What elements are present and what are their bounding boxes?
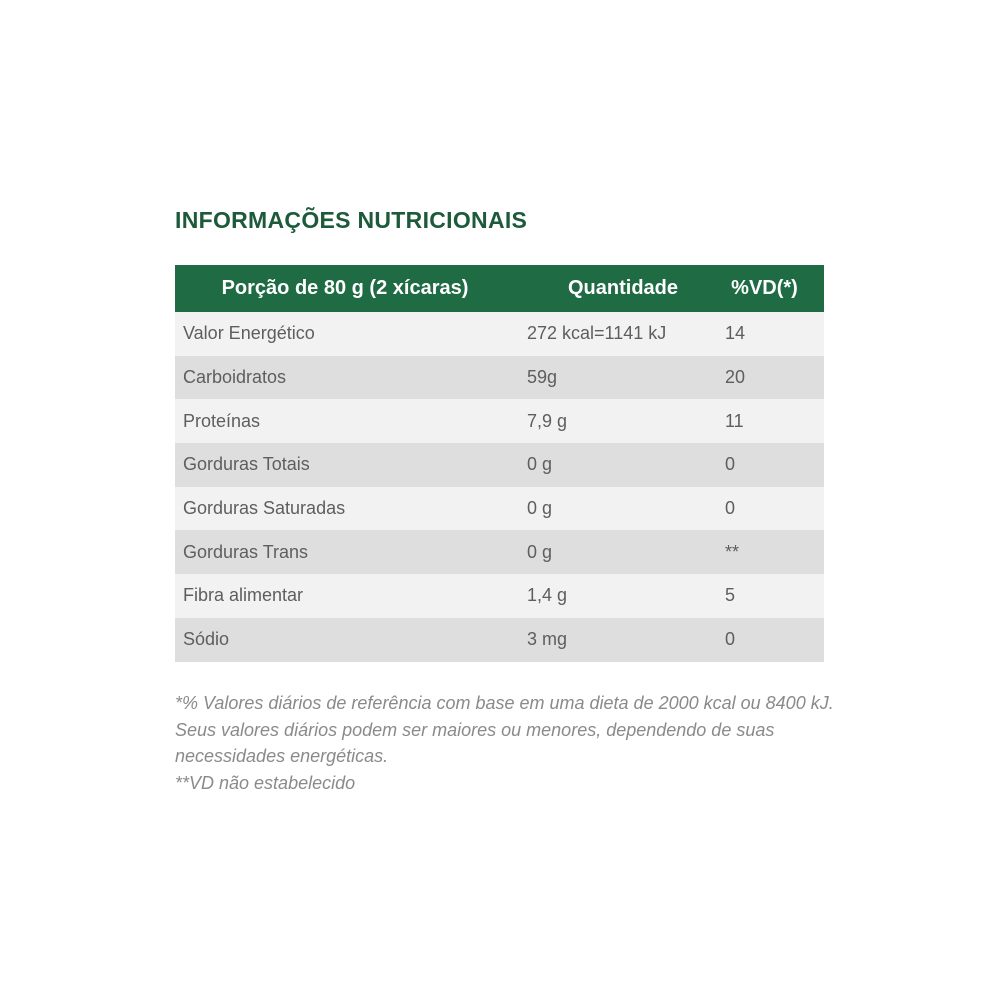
header-quantity: Quantidade (567, 277, 678, 299)
nutrient-name: Proteínas (183, 410, 261, 431)
nutrient-name: Sódio (183, 629, 230, 650)
nutrient-quantity: 0 g (527, 454, 553, 475)
nutrient-daily-value: 14 (725, 323, 746, 344)
nutrition-table (175, 265, 824, 662)
footnote-dv-reference: *% Valores diários de referência com base em uma dieta de 2000 kcal ou 8400 kJ. Seus valores diários podem ser maiores ou menores, dependendo de suas necessidades energéticas. (175, 693, 834, 766)
table-row (175, 356, 824, 400)
nutrient-name: Gorduras Saturadas (183, 498, 346, 519)
table-row (175, 618, 824, 662)
nutrient-daily-value: 20 (725, 367, 746, 388)
nutrient-daily-value: ** (725, 541, 740, 562)
nutrient-name: Gorduras Trans (183, 541, 309, 562)
nutrient-quantity: 1,4 g (527, 585, 568, 606)
table-header (175, 265, 824, 312)
nutrient-quantity: 59g (527, 367, 558, 388)
header-daily-value: %VD(*) (731, 277, 798, 299)
table-row (175, 574, 824, 618)
table-row (175, 312, 824, 356)
nutrient-daily-value: 11 (725, 410, 744, 431)
table-row (175, 530, 824, 574)
nutrient-name: Carboidratos (183, 367, 287, 388)
nutrient-name: Fibra alimentar (183, 585, 304, 606)
table-body (175, 312, 824, 662)
footnote-not-established: **VD não estabelecido (175, 773, 356, 793)
nutrient-quantity: 0 g (527, 541, 553, 562)
page-title: INFORMAÇÕES NUTRICIONAIS (175, 207, 528, 233)
table-row (175, 487, 824, 531)
nutrient-quantity: 3 mg (527, 629, 568, 650)
nutrient-daily-value: 0 (725, 629, 736, 650)
nutrient-quantity: 0 g (527, 498, 553, 519)
table-row (175, 399, 824, 443)
nutrient-daily-value: 0 (725, 454, 736, 475)
nutrient-quantity: 272 kcal=1141 kJ (527, 323, 667, 344)
nutrient-daily-value: 0 (725, 498, 736, 519)
header-portion: Porção de 80 g (2 xícaras) (221, 277, 469, 299)
nutrient-daily-value: 5 (725, 585, 736, 606)
nutrient-quantity: 7,9 g (527, 410, 568, 431)
nutrient-name: Gorduras Totais (183, 454, 310, 475)
nutrient-name: Valor Energético (183, 323, 315, 344)
table-row (175, 443, 824, 487)
